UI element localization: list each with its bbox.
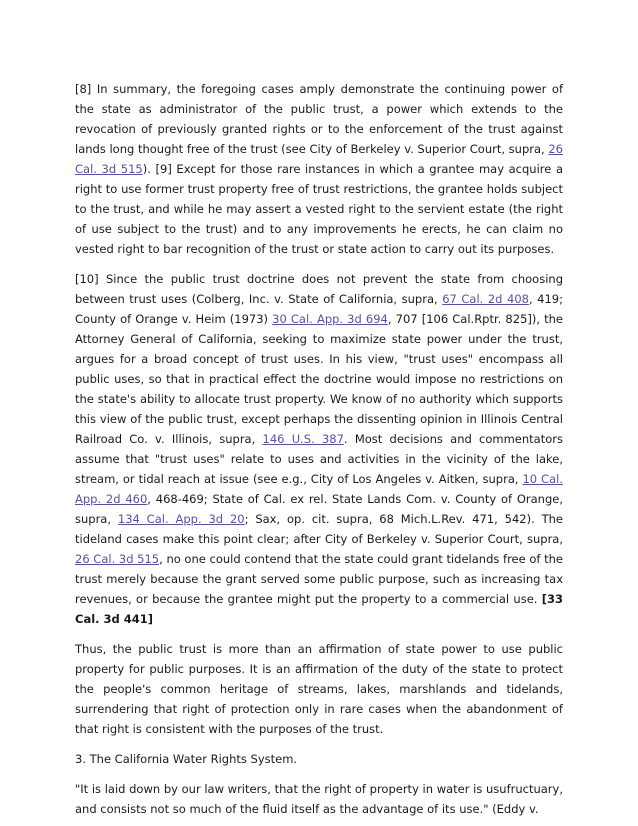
paragraph <box>75 749 563 769</box>
citation-link[interactable]: 134 Cal. App. 3d 20 <box>117 512 245 526</box>
paragraph-text: ). [9] Except for those rare instances in which a grantee may acquire a right to use former trust property free of trust restrictions, the grantee holds subject to the trust, and while he may assert a vested right to the servient estate (the right of use subject to the trust) and to any improvements he erects, he can claim no vested right to bar recognition of the trust or state action to carry out its purposes. <box>75 162 563 256</box>
paragraph-text: [10] Since the public trust doctrine does not prevent the state from choosing between trust uses (Colberg, Inc. v. State of California, supra, <box>75 272 563 306</box>
citation-link[interactable]: 146 U.S. 387 <box>262 432 344 446</box>
paragraph-text: , no one could contend that the state could grant tidelands free of the trust merely because the grant served some public purpose, such as increasing tax revenues, or because the grantee might put the property to a commercial use. <box>75 552 563 606</box>
paragraph-text: "It is laid down by our law writers, that the right of property in water is usufructuary, and consists not so much of the fluid itself as the advantage of its use." (Eddy v. <box>75 782 563 816</box>
citation-link[interactable]: 26 Cal. 3d 515 <box>75 142 563 176</box>
paragraph <box>75 779 563 819</box>
citation-link[interactable]: 26 Cal. 3d 515 <box>75 552 160 566</box>
paragraph <box>75 269 563 629</box>
paragraph-text: [8] In summary, the foregoing cases amply demonstrate the continuing power of the state as administrator of the public trust, a power which extends to the revocation of previously granted rights or to the enforcement of the trust against lands long thought free of the trust (see City of Berkeley v. Superior Court, supra, <box>75 82 563 156</box>
citation-link[interactable]: 30 Cal. App. 3d 694 <box>272 312 388 326</box>
page-pin-cite: [33 Cal. 3d 441] <box>75 592 563 626</box>
paragraph-text: , 707 [106 Cal.Rptr. 825]), the Attorney General of California, seeking to maximize state power under the trust, argues for a broad concept of trust uses. In his view, "trust uses" encompass all public uses, so that in practical effect the doctrine would impose no restrictions on the state's ability to allocate trust property. We know of no authority which supports this view of the public trust, except perhaps the dissenting opinion in Illinois Central Railroad Co. v. Illinois, supra, <box>75 312 563 446</box>
citation-link[interactable]: 10 Cal. App. 2d 460 <box>75 472 563 506</box>
paragraph <box>75 79 563 259</box>
paragraph-text: Thus, the public trust is more than an affirmation of state power to use public property for public purposes. It is an affirmation of the duty of the state to protect the people's common heritage of streams, lakes, marshlands and tidelands, surrendering that right of protection only in rare cases when the abandonment of that right is consistent with the purposes of the trust. <box>75 642 563 736</box>
citation-link[interactable]: 67 Cal. 2d 408 <box>442 292 529 306</box>
paragraph-text: ; Sax, op. cit. supra, 68 Mich.L.Rev. 471, 542). The tideland cases make this point clear; after City of Berkeley v. Superior Court, supra, <box>75 512 563 546</box>
paragraph-text: , 419; County of Orange v. Heim (1973) <box>75 292 563 326</box>
paragraph-text: , 468-469; State of Cal. ex rel. State Lands Com. v. County of Orange, supra, <box>75 492 563 526</box>
paragraph <box>75 639 563 739</box>
paragraph-text: 3. The California Water Rights System. <box>75 752 298 766</box>
paragraph-text: . Most decisions and commentators assume that "trust uses" relate to uses and activities in the vicinity of the lake, stream, or tidal reach at issue (see e.g., City of Los Angeles v. Aitken, supra, <box>75 432 563 486</box>
